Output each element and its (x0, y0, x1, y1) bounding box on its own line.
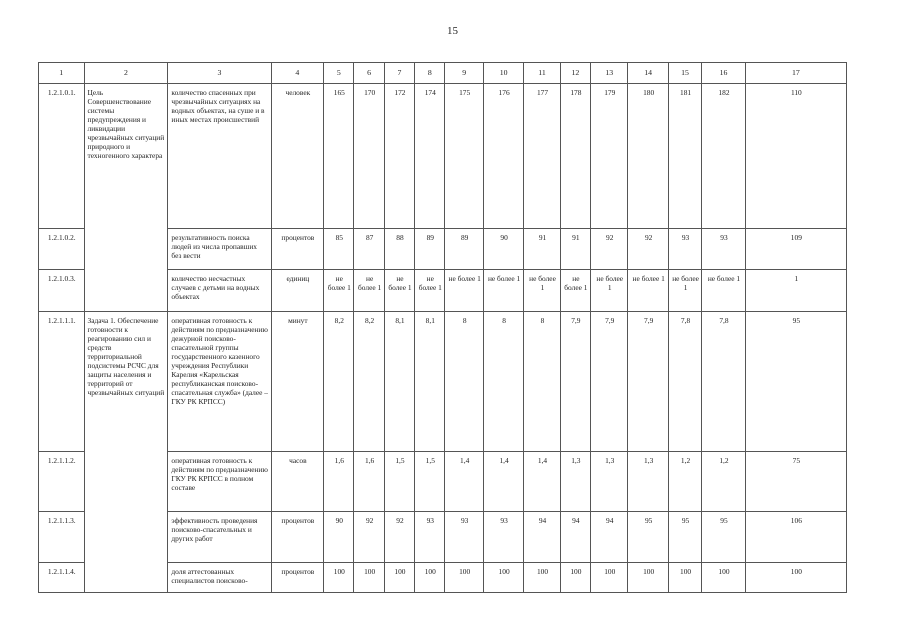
value-cell: 8 (445, 312, 483, 452)
value-cell: 7,9 (628, 312, 668, 452)
value-cell: 7,9 (560, 312, 590, 452)
value-cell: 1,6 (354, 452, 384, 512)
value-cell: 109 (745, 229, 846, 270)
value-cell: 88 (384, 229, 414, 270)
header-cell: 2 (84, 63, 168, 84)
row-code: 1.2.1.0.2. (39, 229, 85, 270)
value-cell: 95 (668, 512, 701, 563)
value-cell: 93 (415, 512, 445, 563)
unit-cell: процентов (271, 563, 324, 593)
header-cell: 12 (560, 63, 590, 84)
value-cell: 100 (628, 563, 668, 593)
unit-cell: процентов (271, 512, 324, 563)
row-code: 1.2.1.1.2. (39, 452, 85, 512)
value-cell: 1,2 (702, 452, 745, 512)
value-cell: не более 1 (560, 270, 590, 312)
value-cell: не более 1 (445, 270, 483, 312)
value-cell: 91 (560, 229, 590, 270)
value-cell: 8 (524, 312, 560, 452)
value-cell: 100 (591, 563, 628, 593)
value-cell: 179 (591, 84, 628, 229)
value-cell: 1,3 (628, 452, 668, 512)
value-cell: 100 (745, 563, 846, 593)
value-cell: 75 (745, 452, 846, 512)
value-cell: 100 (524, 563, 560, 593)
value-cell: 1,6 (324, 452, 354, 512)
value-cell: 1,5 (415, 452, 445, 512)
table-row (39, 84, 847, 229)
indicators-table (38, 62, 847, 593)
header-cell: 9 (445, 63, 483, 84)
value-cell: 1,3 (560, 452, 590, 512)
indicator-cell: результативность поиска людей из числа пропавших без вести (168, 229, 271, 270)
value-cell: 92 (591, 229, 628, 270)
value-cell: 1 (745, 270, 846, 312)
value-cell: 100 (354, 563, 384, 593)
value-cell: 100 (702, 563, 745, 593)
value-cell: не более 1 (524, 270, 560, 312)
row-code: 1.2.1.0.3. (39, 270, 85, 312)
indicator-cell: количество спасенных при чрезвычайных ситуациях на водных объектах, на суше и в иных местах происшествий (168, 84, 271, 229)
value-cell: не более 1 (668, 270, 701, 312)
unit-cell: человек (271, 84, 324, 229)
value-cell: 92 (384, 512, 414, 563)
value-cell: 110 (745, 84, 846, 229)
header-row (39, 63, 847, 84)
value-cell: 1,4 (483, 452, 523, 512)
value-cell: 100 (445, 563, 483, 593)
header-cell: 5 (324, 63, 354, 84)
value-cell: 94 (560, 512, 590, 563)
value-cell: 7,8 (668, 312, 701, 452)
value-cell: 100 (668, 563, 701, 593)
value-cell: 172 (384, 84, 414, 229)
value-cell: не более 1 (354, 270, 384, 312)
value-cell: не более 1 (591, 270, 628, 312)
value-cell: 90 (324, 512, 354, 563)
value-cell: 92 (354, 512, 384, 563)
value-cell: 91 (524, 229, 560, 270)
value-cell: 7,9 (591, 312, 628, 452)
value-cell: 8,1 (384, 312, 414, 452)
value-cell: 1,4 (524, 452, 560, 512)
row-code: 1.2.1.0.1. (39, 84, 85, 229)
value-cell: 178 (560, 84, 590, 229)
unit-cell: часов (271, 452, 324, 512)
task-cell: Задача 1. Обеспечение готовности к реагированию сил и средств территориальной подсистемы РСЧС для защиты населения и территорий от чрезвычайных ситуаций (84, 312, 168, 593)
value-cell: 100 (560, 563, 590, 593)
value-cell: 100 (324, 563, 354, 593)
unit-cell: минут (271, 312, 324, 452)
header-cell: 1 (39, 63, 85, 84)
value-cell: 89 (415, 229, 445, 270)
header-cell: 11 (524, 63, 560, 84)
value-cell: 176 (483, 84, 523, 229)
value-cell: 1,5 (384, 452, 414, 512)
value-cell: 1,4 (445, 452, 483, 512)
value-cell: 1,2 (668, 452, 701, 512)
value-cell: не более 1 (415, 270, 445, 312)
value-cell: 100 (415, 563, 445, 593)
value-cell: не более 1 (324, 270, 354, 312)
value-cell: 177 (524, 84, 560, 229)
value-cell: 85 (324, 229, 354, 270)
header-cell: 17 (745, 63, 846, 84)
header-cell: 14 (628, 63, 668, 84)
value-cell: 100 (384, 563, 414, 593)
goal-cell: Цель Совершенствование системы предупреждения и ликвидации чрезвычайных ситуаций природного и техногенного характера (84, 84, 168, 312)
header-cell: 15 (668, 63, 701, 84)
value-cell: 93 (445, 512, 483, 563)
value-cell: не более 1 (483, 270, 523, 312)
value-cell: 181 (668, 84, 701, 229)
value-cell: 94 (591, 512, 628, 563)
value-cell: 174 (415, 84, 445, 229)
value-cell: 95 (745, 312, 846, 452)
value-cell: 106 (745, 512, 846, 563)
header-cell: 10 (483, 63, 523, 84)
header-cell: 13 (591, 63, 628, 84)
indicator-cell: оперативная готовность к действиям по предназначению дежурной поисково-спасательной группы государственного казенного учреждения Республики Карелия «Карельская республиканская поисково-спасательная служба» (далее – ГКУ РК КРПСС) (168, 312, 271, 452)
indicator-cell: оперативная готовность к действиям по предназначению ГКУ РК КРПСС в полном составе (168, 452, 271, 512)
value-cell: 93 (483, 512, 523, 563)
value-cell: 170 (354, 84, 384, 229)
value-cell: 7,8 (702, 312, 745, 452)
value-cell: 175 (445, 84, 483, 229)
unit-cell: процентов (271, 229, 324, 270)
header-cell: 6 (354, 63, 384, 84)
value-cell: 180 (628, 84, 668, 229)
header-cell: 4 (271, 63, 324, 84)
value-cell: 100 (483, 563, 523, 593)
value-cell: 93 (668, 229, 701, 270)
indicator-cell: количество несчастных случаев с детьми на водных объектах (168, 270, 271, 312)
value-cell: 94 (524, 512, 560, 563)
value-cell: 1,3 (591, 452, 628, 512)
value-cell: 95 (702, 512, 745, 563)
value-cell: 8,1 (415, 312, 445, 452)
value-cell: 182 (702, 84, 745, 229)
value-cell: 87 (354, 229, 384, 270)
value-cell: 92 (628, 229, 668, 270)
value-cell: 95 (628, 512, 668, 563)
indicator-cell: доля аттестованных специалистов поисково- (168, 563, 271, 593)
indicator-cell: эффективность проведения поисково-спасательных и других работ (168, 512, 271, 563)
value-cell: не более 1 (702, 270, 745, 312)
row-code: 1.2.1.1.3. (39, 512, 85, 563)
value-cell: не более 1 (384, 270, 414, 312)
header-cell: 16 (702, 63, 745, 84)
header-cell: 8 (415, 63, 445, 84)
header-cell: 3 (168, 63, 271, 84)
unit-cell: единиц (271, 270, 324, 312)
table-row (39, 312, 847, 452)
header-cell: 7 (384, 63, 414, 84)
value-cell: 8,2 (324, 312, 354, 452)
row-code: 1.2.1.1.4. (39, 563, 85, 593)
value-cell: 8,2 (354, 312, 384, 452)
value-cell: 8 (483, 312, 523, 452)
value-cell: 93 (702, 229, 745, 270)
value-cell: не более 1 (628, 270, 668, 312)
value-cell: 165 (324, 84, 354, 229)
page-number: 15 (447, 25, 458, 37)
row-code: 1.2.1.1.1. (39, 312, 85, 452)
value-cell: 90 (483, 229, 523, 270)
value-cell: 89 (445, 229, 483, 270)
